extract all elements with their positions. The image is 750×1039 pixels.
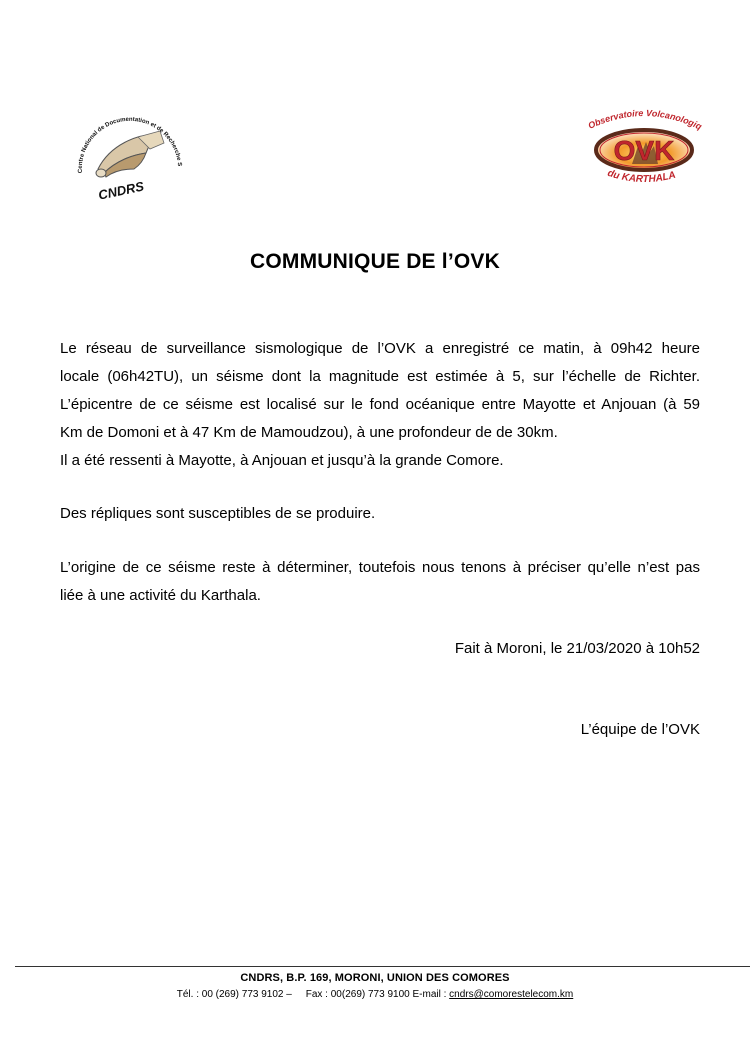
ovk-bottom-text: du KARTHALA xyxy=(606,167,677,186)
ovk-top-text: Observatoire Volcanologiq xyxy=(586,107,704,132)
date-line: Fait à Moroni, le 21/03/2020 à 10h52 xyxy=(454,640,700,657)
paragraph-aftershocks xyxy=(60,500,700,528)
footer-divider xyxy=(15,966,750,967)
paragraph-origin xyxy=(60,554,700,610)
page-title: COMMUNIQUE DE l’OVK xyxy=(250,250,500,273)
paragraph-line: L’épicentre de ce séisme est localisé sur le fond océanique entre Mayotte et Anjouan (à 59 xyxy=(60,396,700,413)
paragraph-line: Il a été ressenti à Mayotte, à Anjouan et jusqu’à la grande Comore. xyxy=(60,452,504,469)
signature: L’équipe de l’OVK xyxy=(580,721,700,738)
cndrs-logo xyxy=(68,95,193,207)
footer-fax: Fax : 00(269) 773 9100 xyxy=(305,989,410,1000)
paragraph-line: Le réseau de surveillance sismologique de l’OVK a enregistré ce matin, à 09h42 heure xyxy=(60,340,700,357)
cndrs-emblem xyxy=(68,95,193,207)
footer-address: CNDRS, B.P. 169, MORONI, UNION DES COMORES xyxy=(240,972,510,984)
ovk-emblem xyxy=(582,100,707,192)
cndrs-wordmark: CNDRS xyxy=(96,178,146,203)
footer-phone: Tél. : 00 (269) 773 9102 – xyxy=(176,989,292,1000)
paragraph-line: Km de Domoni et à 47 Km de Mamoudzou), à une profondeur de de 30km. xyxy=(60,424,558,441)
footer-email-link[interactable]: cndrs@comorestelecom.km xyxy=(449,989,574,1000)
footer-email-label: E-mail : xyxy=(412,989,447,1000)
paragraph-line: L’origine de ce séisme reste à déterminer, toutefois nous tenons à préciser qu’elle n’est pas xyxy=(60,559,700,576)
paragraph-line: liée à une activité du Karthala. xyxy=(60,587,261,604)
paragraph-line: Des répliques sont susceptibles de se produire. xyxy=(60,505,376,522)
ovk-logo xyxy=(582,100,707,192)
footer-contact xyxy=(0,989,750,1000)
ovk-wordmark: OVK xyxy=(613,135,675,166)
cndrs-arc-text: Centre National de Documentation et de Recherche S xyxy=(77,116,183,174)
paragraph-line: locale (06h42TU), un séisme dont la magnitude est estimée à 5, sur l’échelle de Richter. xyxy=(60,368,700,385)
paragraph-main xyxy=(60,335,700,475)
